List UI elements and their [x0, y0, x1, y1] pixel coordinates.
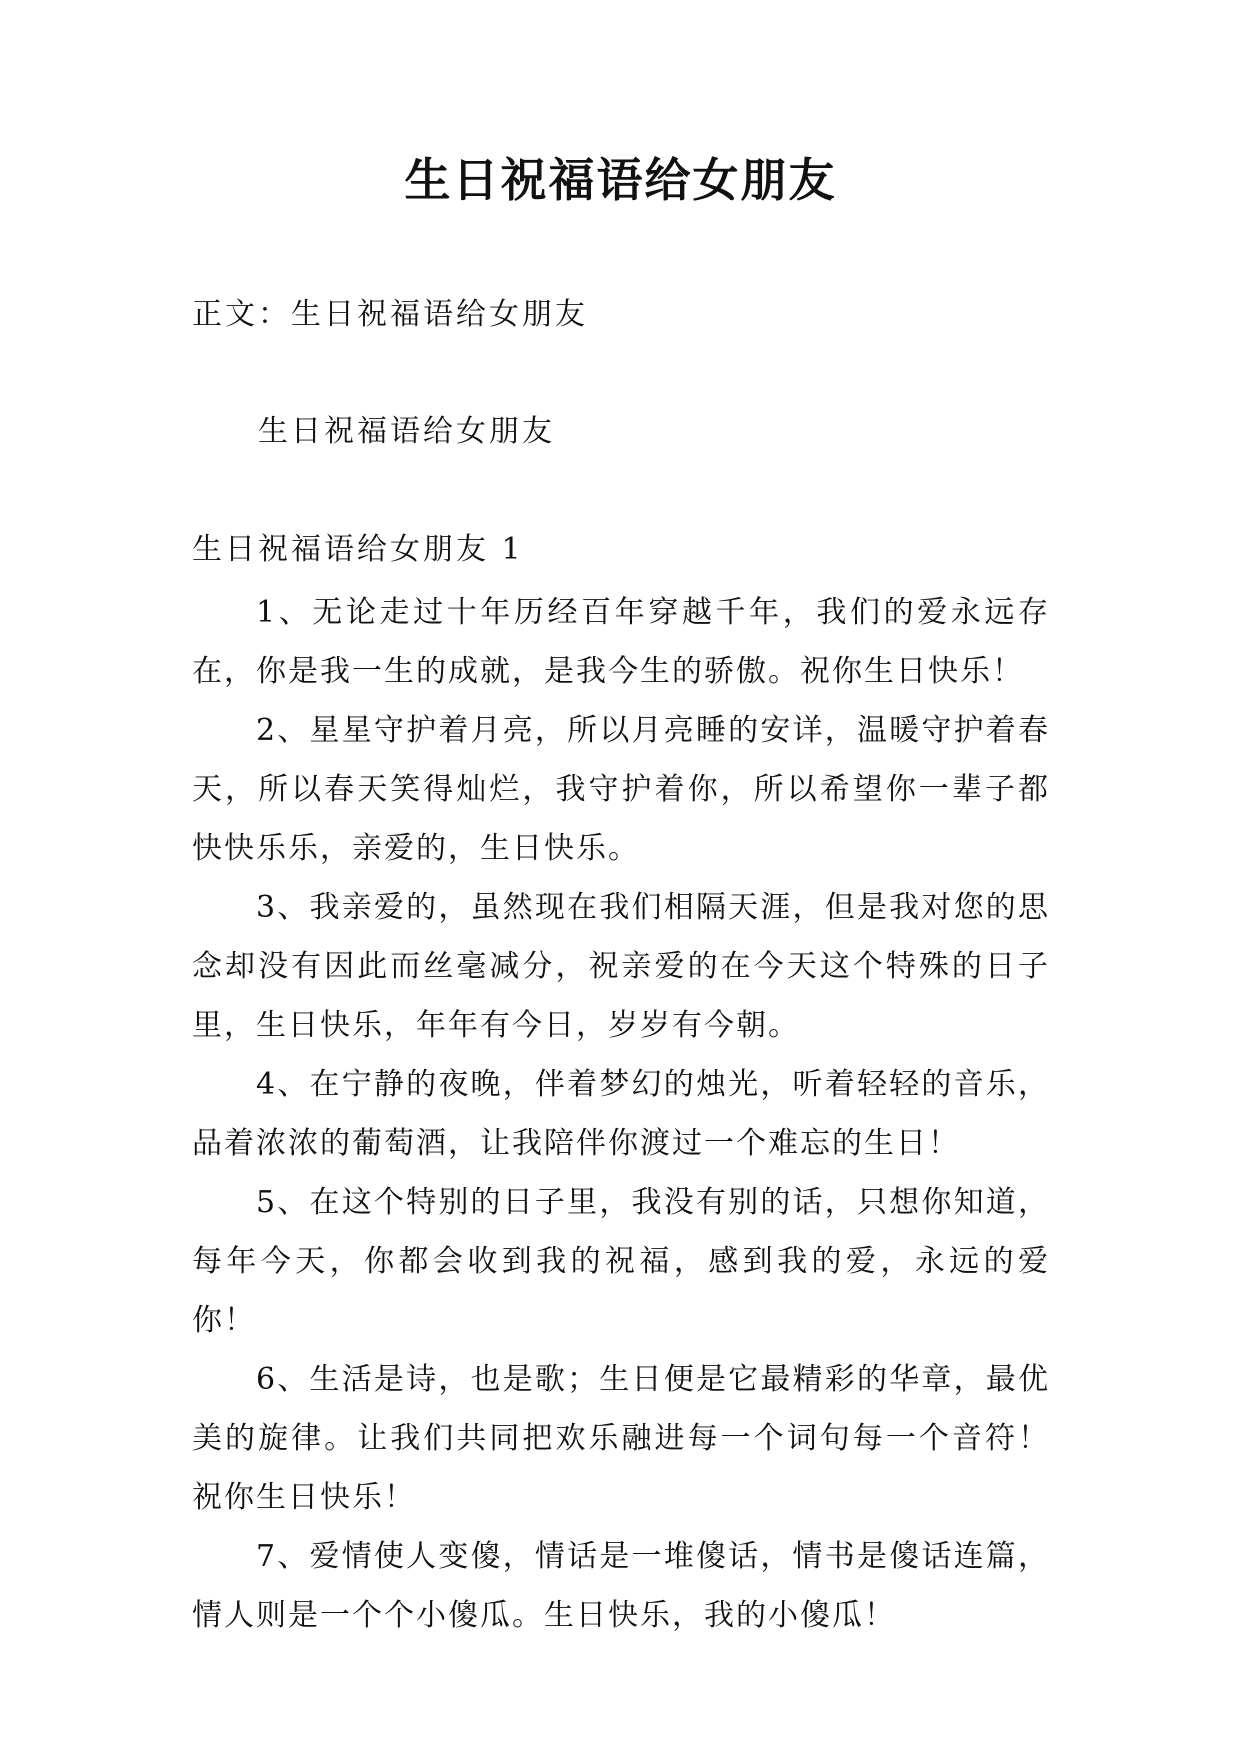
section-heading: 生日祝福语给女朋友 1: [192, 532, 524, 567]
blessing-item: 5、在这个特别的日子里，我没有别的话，只想你知道，每年今天，你都会收到我的祝福，感到我的爱，永远的爱你！: [192, 1185, 1050, 1338]
document-title: 生日祝福语给女朋友: [404, 153, 837, 207]
body-label-line: 正文：生日祝福语给女朋友: [192, 297, 588, 332]
blessing-item: 4、在宁静的夜晚，伴着梦幻的烛光，听着轻轻的音乐，品着浓浓的葡萄酒，让我陪伴你渡过一个难忘的生日！: [192, 1067, 1050, 1161]
blessing-item: 1、无论走过十年历经百年穿越千年，我们的爱永远存在，你是我一生的成就，是我今生的骄傲。祝你生日快乐！: [192, 595, 1050, 689]
blessing-list: [192, 583, 1050, 1645]
blessing-item: 3、我亲爱的，虽然现在我们相隔天涯，但是我对您的思念却没有因此而丝毫减分，祝亲爱的在今天这个特殊的日子里，生日快乐，年年有今日，岁岁有今朝。: [192, 890, 1050, 1043]
blessing-item: 2、星星守护着月亮，所以月亮睡的安详，温暖守护着春天，所以春天笑得灿烂，我守护着你，所以希望你一辈子都快快乐乐，亲爱的，生日快乐。: [192, 713, 1050, 866]
blessing-item: 6、生活是诗，也是歌；生日便是它最精彩的华章，最优美的旋律。让我们共同把欢乐融进每一个词句每一个音符！祝你生日快乐！: [192, 1362, 1050, 1515]
blessing-item: 7、爱情使人变傻，情话是一堆傻话，情书是傻话连篇，情人则是一个个小傻瓜。生日快乐，我的小傻瓜！: [192, 1539, 1050, 1633]
document-subtitle: 生日祝福语给女朋友: [258, 414, 555, 449]
